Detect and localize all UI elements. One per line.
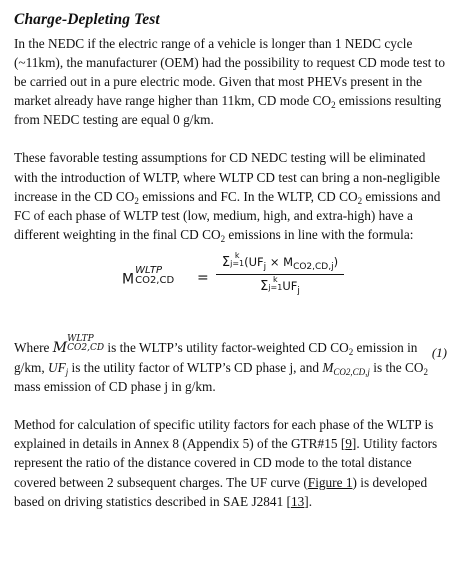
equation-number: (1) [431, 345, 447, 360]
inline-math-m-wltp: M WLTP CO2,CD [52, 334, 105, 356]
formula-lhs: M WLTP CO2,CD [122, 264, 175, 288]
section-title: Charge-Depleting Test [14, 11, 160, 28]
fraction-bar [216, 274, 344, 275]
formula-equals: = [197, 269, 209, 286]
figure-1-link[interactable]: Figure 1 [307, 474, 353, 490]
paragraph-gap [14, 129, 447, 148]
paragraph-wltp: These favorable testing assumptions for CD NEDC testing will be eliminated with the introduction of WLTP, where WLTP CD test can bring a non-negligible increase in the CD $CO_2$ emissions and FC. In the WLTP, CD $CO_2$ emissions and FC of each phase of WLTP test (low, medium, high, and extra-high) have a different weighting in the final CD $CO_2$ emissions in line with the formula: [14, 150, 441, 244]
formula-block [14, 250, 447, 312]
paragraph-method: Method for calculation of specific utility factors for each phase of the WLTP is explained in details in Annex 8 (Appendix 5) of the GTR#15 [9]. Utility factors represent the ratio of the distance covered in CD mode to the total distance covered between 2 subsequent charges. The UF curve (Figure 1) is developed based on driving statistics described in SAE J2841 [13]. [14, 417, 438, 509]
reference-link-13[interactable]: 13 [290, 493, 305, 509]
subscript-2: 2 [331, 100, 336, 111]
formula-fraction [216, 253, 344, 296]
paragraph-gap [14, 396, 447, 415]
formula-denominator: Σ k j=1 $UF_j$ [260, 275, 300, 296]
paragraph-nedc: In the NEDC if the electric range of a vehicle is longer than 1 NEDC cycle (~11km), the manufacturer (OEM) had the possibility to request CD mode test to be carried out in a pure electric mode. Given that most PHEVs present in the market already have range higher than 11km, CD mode $CO_2$ emissions resulting from NEDC testing are equal 0 g/km. [14, 36, 445, 128]
formula-numerator: Σ k j=1 $(UF_j \times M_{CO2,CD,j})$ [221, 251, 339, 272]
paragraph-where: Where M WLTP CO2,CD is the WLTP’s utility factor-weighted CD $CO_2$ emission in g/km, $UF_j$ is the utility factor of WLTP’s CD phase j, and $M_{CO2,CD,j}$ is the $CO_2$ mass emission of CD phase j in g/km. [14, 334, 428, 395]
reference-link-9[interactable]: 9 [345, 436, 352, 452]
